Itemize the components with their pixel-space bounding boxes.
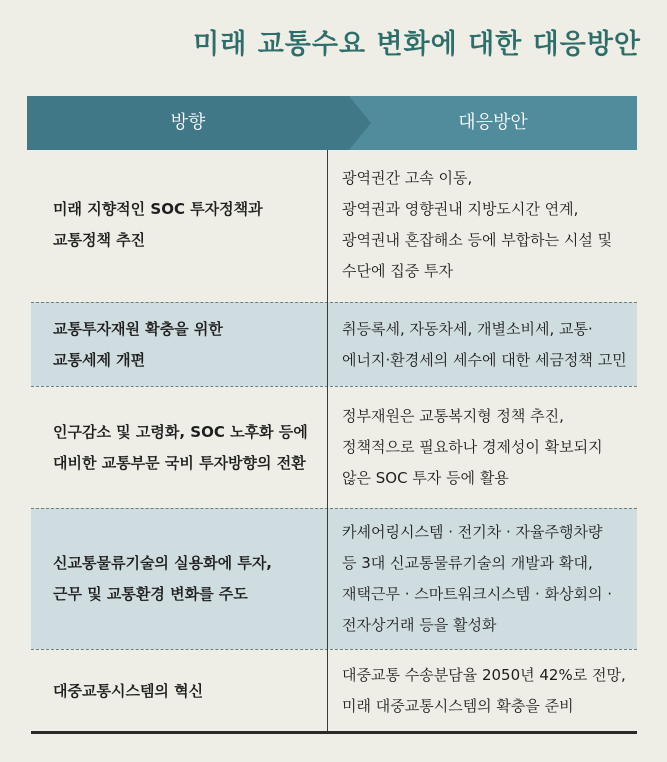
table-row	[31, 649, 637, 732]
direction-text: 인구감소 및 고령화, SOC 노후화 등에	[53, 422, 308, 441]
header-direction: 방향	[170, 112, 206, 133]
response-text: 정책적으로 필요하나 경제성이 확보되지	[342, 438, 603, 456]
column-divider	[327, 150, 328, 732]
response-cell	[327, 150, 637, 300]
direction-cell	[31, 303, 327, 386]
direction-cell	[31, 509, 327, 649]
table-row	[31, 302, 637, 386]
page-title: 미래 교통수요 변화에 대한 대응방안	[193, 29, 641, 60]
response-text: 않은 SOC 투자 등에 활용	[342, 469, 509, 487]
response-cell	[327, 650, 637, 732]
response-text: 대중교통 수송분담율 2050년 42%로 전망,	[342, 666, 626, 684]
response-cell	[327, 509, 637, 649]
response-text: 미래 대중교통시스템의 확충을 준비	[342, 697, 574, 715]
table-bottom-rule	[31, 731, 637, 734]
direction-text: 대중교통시스템의 혁신	[53, 681, 204, 700]
direction-cell	[31, 387, 327, 508]
direction-text: 교통투자재원 확충을 위한	[53, 319, 223, 338]
response-text: 전자상거래 등을 활성화	[342, 616, 497, 634]
response-text: 에너지·환경세의 세수에 대한 세금정책 고민	[342, 350, 627, 369]
table-row	[31, 150, 637, 300]
response-text: 재택근무 · 스마트워크시스템 · 화상회의 ·	[342, 585, 612, 603]
direction-text: 대비한 교통부문 국비 투자방향의 전환	[53, 453, 306, 472]
response-cell	[327, 303, 637, 386]
response-text: 광역권내 혼잡해소 등에 부합하는 시설 및	[342, 231, 613, 249]
table-row	[31, 508, 637, 649]
direction-cell	[31, 150, 327, 300]
response-text: 등 3대 신교통물류기술의 개발과 확대,	[342, 554, 593, 572]
response-text: 정부재원은 교통복지형 정책 추진,	[342, 407, 564, 425]
table-header	[27, 96, 637, 150]
direction-text: 근무 및 교통환경 변화를 주도	[53, 585, 248, 603]
direction-text: 미래 지향적인 SOC 투자정책과	[53, 200, 263, 218]
direction-text: 교통세제 개편	[53, 350, 146, 369]
response-cell	[327, 387, 637, 508]
response-text: 취등록세, 자동차세, 개별소비세, 교통·	[342, 319, 593, 338]
direction-text: 교통정책 추진	[53, 231, 146, 249]
direction-cell	[31, 650, 327, 732]
table-row	[31, 386, 637, 508]
header-response: 대응방안	[458, 112, 528, 133]
response-text: 광역권과 영향권내 지방도시간 연계,	[342, 200, 579, 218]
direction-text: 신교통물류기술의 실용화에 투자,	[53, 554, 273, 572]
response-text: 카셰어링시스템 · 전기차 · 자율주행차량	[342, 523, 603, 541]
response-text: 광역권간 고속 이동,	[342, 169, 473, 187]
response-text: 수단에 집중 투자	[342, 262, 453, 280]
